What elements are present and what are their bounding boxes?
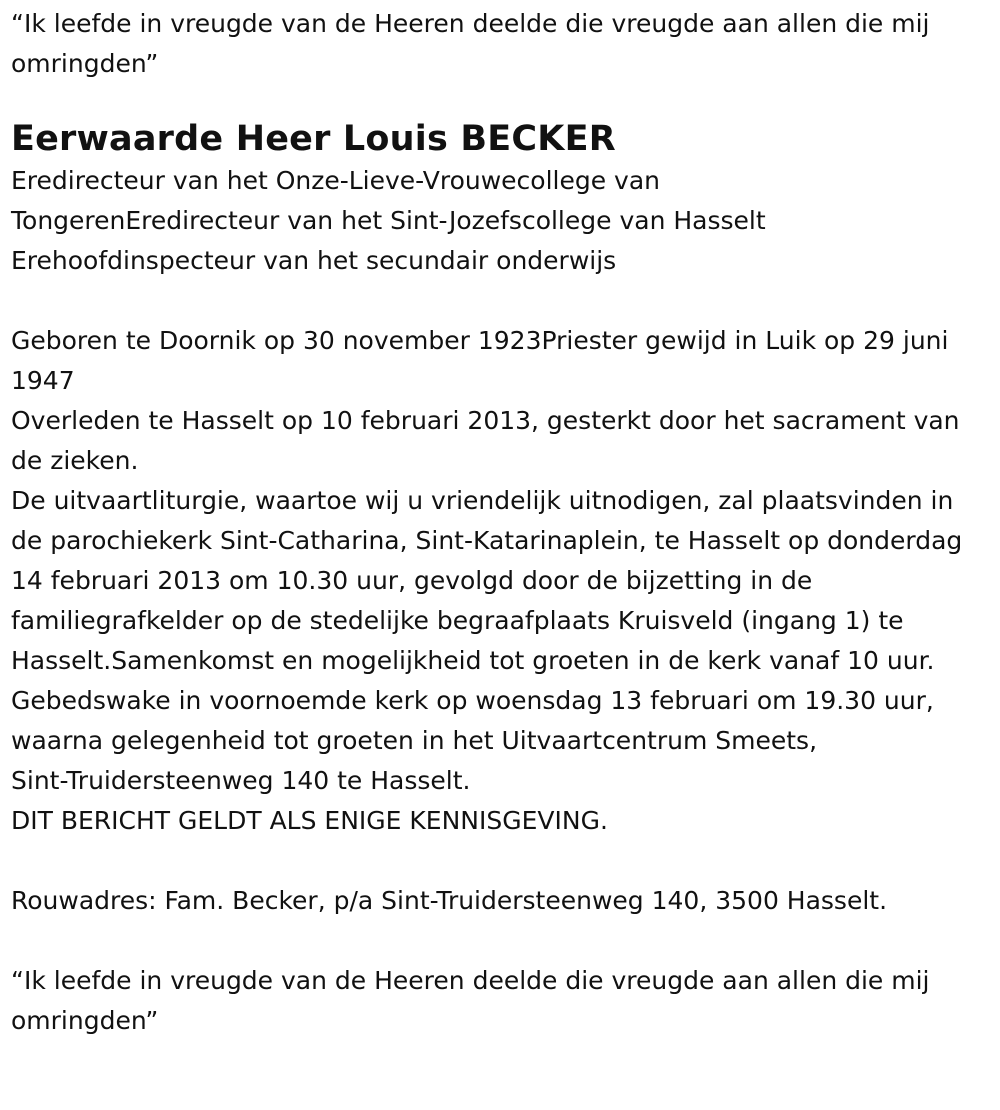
death-paragraph: Overleden te Hasselt op 10 februari 2013, gesterkt door het sacrament van de zieken. — [11, 406, 960, 475]
closing-quote: “Ik leefde in vreugde van de Heeren deelde die vreugde aan allen die mij omringden” — [11, 966, 930, 1035]
notification-line: DIT BERICHT GELDT ALS ENIGE KENNISGEVING. — [11, 806, 608, 835]
title-line: TongerenEredirecteur van het Sint-Jozefscollege van Hasselt — [11, 206, 766, 235]
opening-quote: “Ik leefde in vreugde van de Heeren deelde die vreugde aan allen die mij omringden” — [11, 9, 930, 78]
spacer — [11, 921, 990, 961]
title-line: Erehoofdinspecteur van het secundair onderwijs — [11, 246, 617, 275]
notice-body — [11, 321, 990, 841]
deceased-name: Eerwaarde Heer Louis BECKER — [11, 119, 616, 159]
honorary-titles — [11, 161, 990, 281]
spacer — [11, 841, 990, 881]
birth-ordination-paragraph: Geboren te Doornik op 30 november 1923Priester gewijd in Luik op 29 juni 1947 — [11, 326, 949, 395]
mourning-address: Rouwadres: Fam. Becker, p/a Sint-Truidersteenweg 140, 3500 Hasselt. — [11, 886, 888, 915]
vigil-address-line: Sint-Truidersteenweg 140 te Hasselt. — [11, 766, 471, 795]
vigil-paragraph: Gebedswake in voornoemde kerk op woensdag 13 februari om 19.30 uur, waarna gelegenheid tot groeten in het Uitvaartcentrum Smeets, — [11, 686, 934, 755]
title-line: Eredirecteur van het Onze-Lieve-Vrouwecollege van — [11, 166, 661, 195]
funeral-paragraph: De uitvaartliturgie, waartoe wij u vriendelijk uitnodigen, zal plaatsvinden in de parochiekerk Sint-Catharina, Sint-Katarinaplein, te Hasselt op donderdag 14 februari 2013 om 10.30 uur, gevolgd door de bijzetting in de familiegrafkelder op de stedelijke begraafplaats Kruisveld (ingang 1) te Hasselt.Samenkomst en mogelijkheid tot groeten in de kerk vanaf 10 uur. — [11, 486, 963, 675]
spacer — [11, 281, 990, 321]
